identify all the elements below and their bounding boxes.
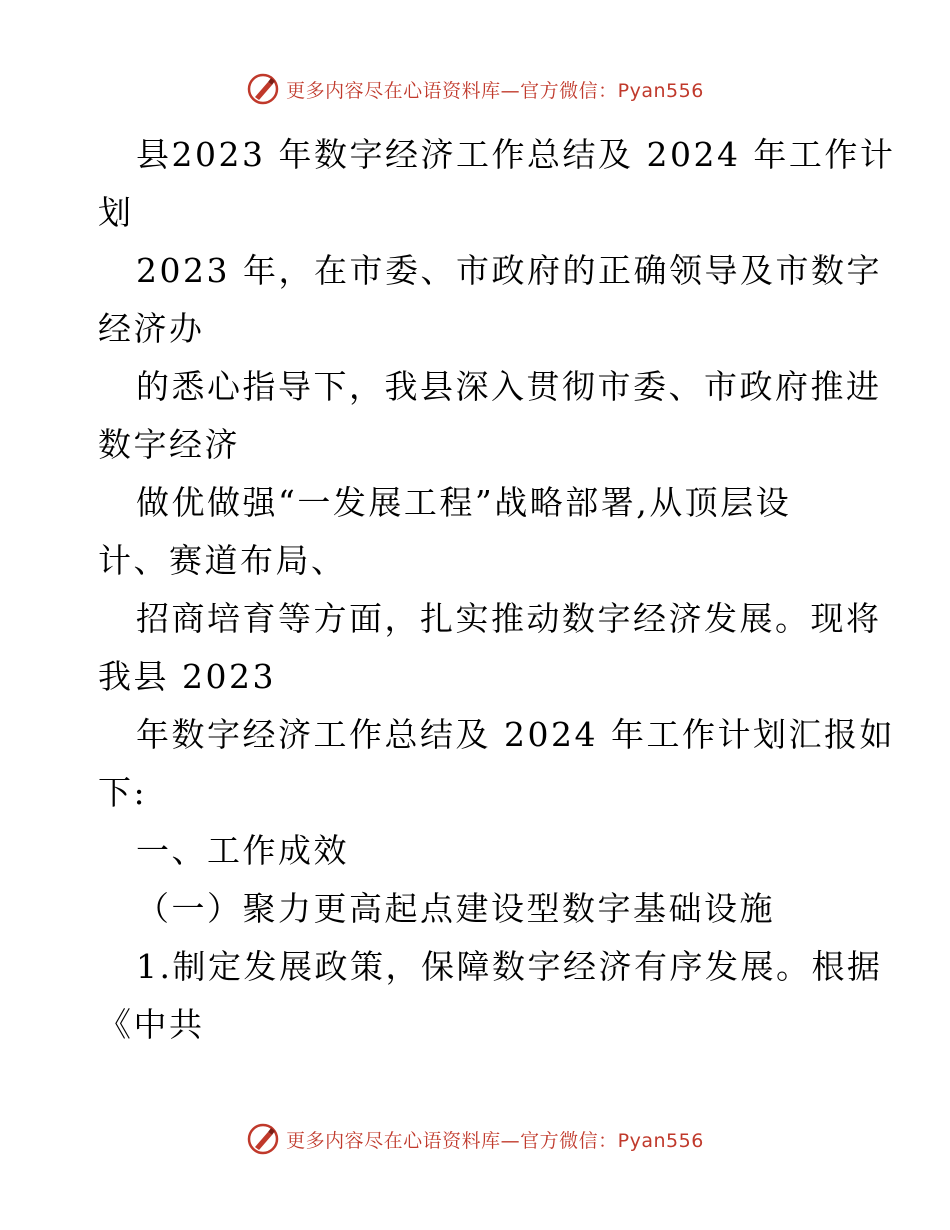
document-line: 划 — [98, 193, 134, 232]
document-line: 我县 2023 — [98, 657, 276, 696]
footer-watermark — [0, 1122, 950, 1156]
document-title: 县2023 年数字经济工作总结及 2024 年工作计 — [136, 135, 896, 174]
document-line: 2023 年，在市委、市政府的正确领导及市数字 — [136, 251, 882, 290]
section-heading: 一、工作成效 — [136, 831, 349, 870]
pen-logo-icon — [246, 1122, 280, 1156]
document-line: 的悉心指导下，我县深入贯彻市委、市政府推进 — [136, 367, 882, 406]
footer-watermark-text: 更多内容尽在心语资料库—官方微信：Pyan556 — [286, 1129, 704, 1152]
header-watermark-text: 更多内容尽在心语资料库—官方微信：Pyan556 — [286, 79, 704, 102]
document-line: 计、赛道布局、 — [98, 541, 347, 580]
document-body — [98, 126, 896, 1054]
document-line: 年数字经济工作总结及 2024 年工作计划汇报如 — [136, 715, 895, 754]
document-line: 数字经济 — [98, 425, 240, 464]
document-line: 做优做强“一发展工程”战略部署,从顶层设 — [136, 483, 792, 522]
document-line: 下: — [98, 773, 148, 812]
document-line: 经济办 — [98, 309, 205, 348]
subsection-heading: （一）聚力更高起点建设型数字基础设施 — [136, 889, 775, 928]
header-watermark — [0, 72, 950, 106]
document-line: 1.制定发展政策，保障数字经济有序发展。根据 — [136, 947, 883, 986]
document-line: 《中共 — [98, 1005, 205, 1044]
document-line: 招商培育等方面，扎实推动数字经济发展。现将 — [136, 599, 882, 638]
pen-logo-icon — [246, 72, 280, 106]
